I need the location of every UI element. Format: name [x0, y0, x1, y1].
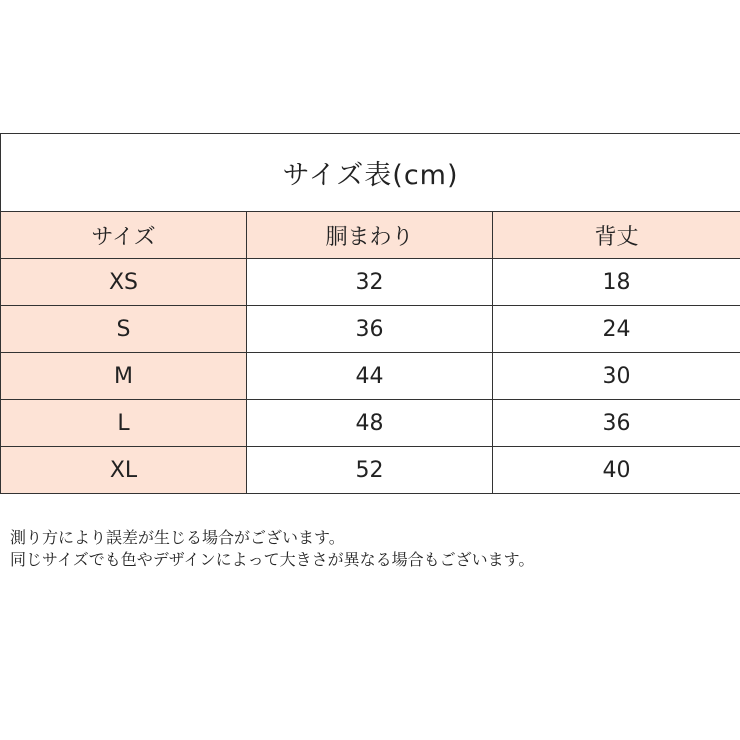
header-size: サイズ [1, 212, 247, 259]
waist-cell: 52 [247, 447, 493, 494]
size-table [0, 133, 740, 494]
size-cell: L [1, 400, 247, 447]
table-row [1, 259, 740, 306]
header-row [1, 212, 740, 259]
back-length-cell: 40 [493, 447, 740, 494]
size-cell: M [1, 353, 247, 400]
back-length-cell: 36 [493, 400, 740, 447]
waist-cell: 32 [247, 259, 493, 306]
back-length-cell: 30 [493, 353, 740, 400]
table-row [1, 353, 740, 400]
size-cell: XL [1, 447, 247, 494]
table-title: サイズ表(cm) [1, 134, 740, 212]
waist-cell: 36 [247, 306, 493, 353]
header-waist: 胴まわり [247, 212, 493, 259]
table-row [1, 400, 740, 447]
size-cell: S [1, 306, 247, 353]
table-row [1, 447, 740, 494]
table-row [1, 306, 740, 353]
back-length-cell: 24 [493, 306, 740, 353]
notes [10, 527, 735, 571]
size-cell: XS [1, 259, 247, 306]
title-row [1, 134, 740, 212]
note-line-measurement: 測り方により誤差が生じる場合がございます。 [10, 528, 345, 547]
waist-cell: 48 [247, 400, 493, 447]
header-back-length: 背丈 [493, 212, 740, 259]
waist-cell: 44 [247, 353, 493, 400]
back-length-cell: 18 [493, 259, 740, 306]
note-line-size-variance: 同じサイズでも色やデザインによって大きさが異なる場合もございます。 [10, 550, 535, 569]
